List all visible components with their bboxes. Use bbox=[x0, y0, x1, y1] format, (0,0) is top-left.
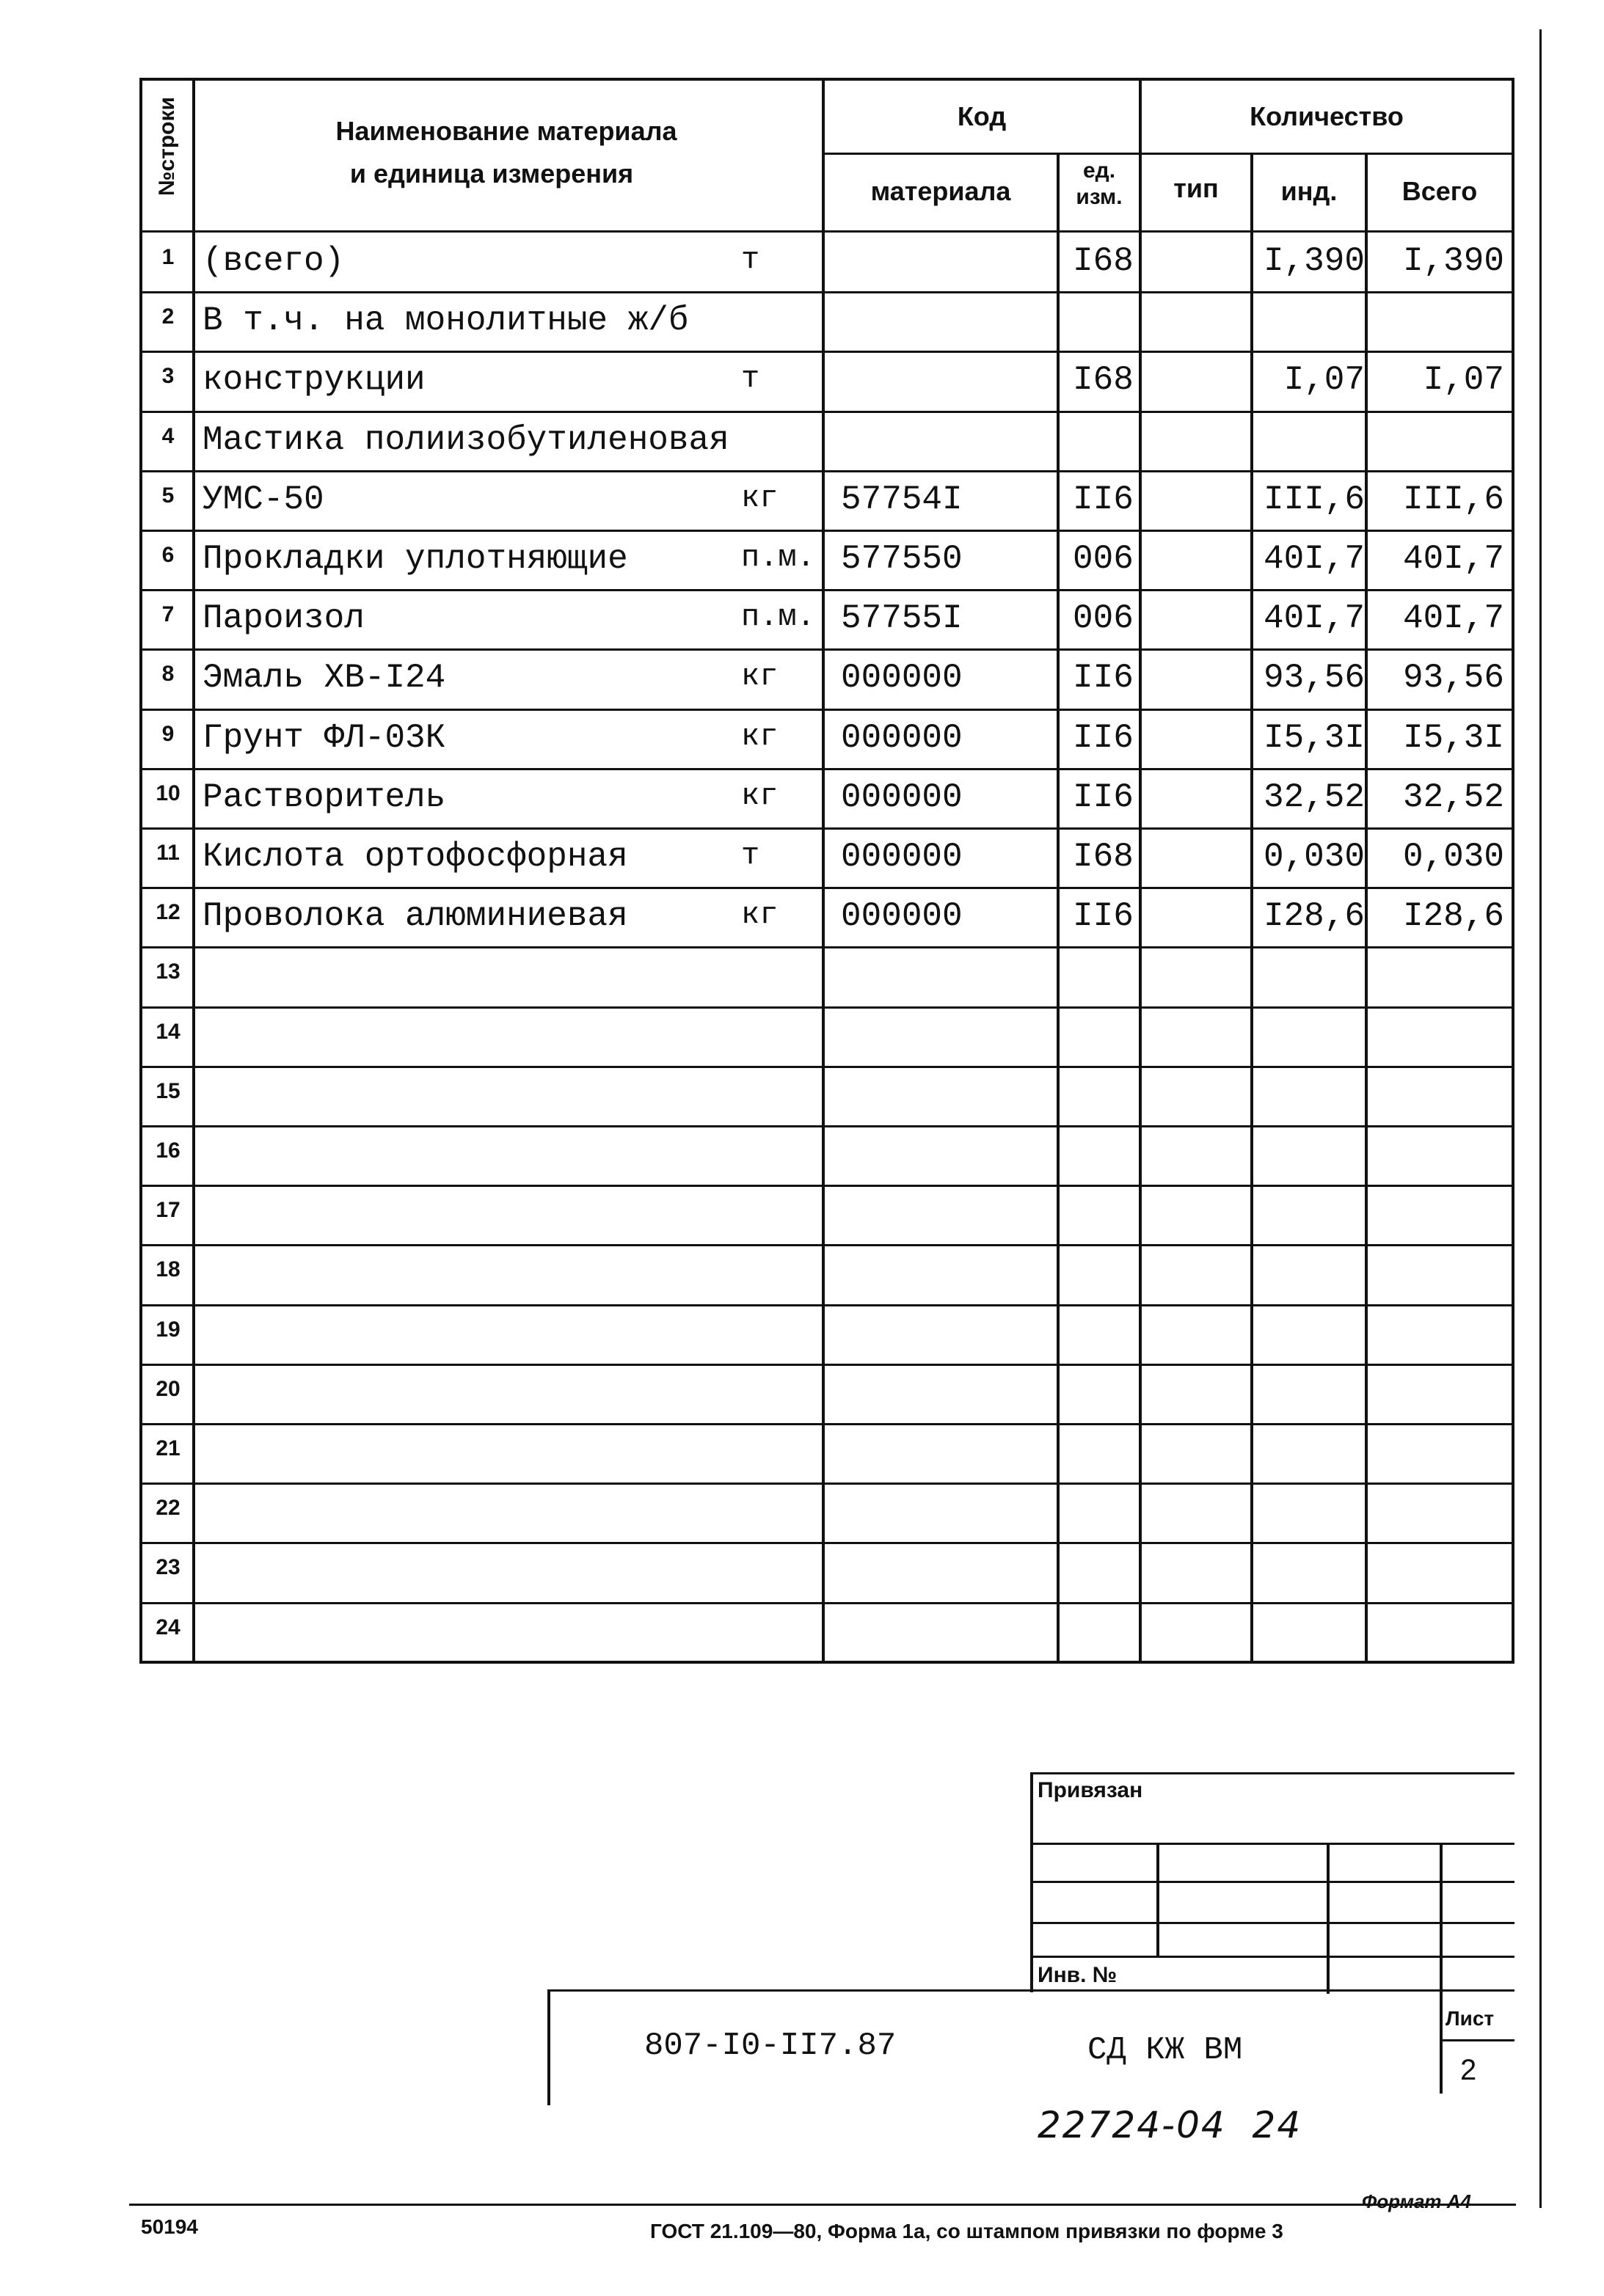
row-number: 18 bbox=[156, 1257, 181, 1282]
row-divider bbox=[139, 291, 1514, 293]
row-qty-total: I,390 bbox=[1402, 242, 1504, 280]
row-qty-total: 93,56 bbox=[1402, 659, 1504, 697]
row-number: 19 bbox=[156, 1317, 181, 1342]
row-qty-total: I5,3I bbox=[1402, 719, 1504, 757]
row-divider bbox=[139, 1423, 1514, 1425]
row-unit: кг bbox=[741, 897, 779, 932]
row-unit: кг bbox=[741, 778, 779, 814]
row-number: 22 bbox=[156, 1496, 181, 1520]
row-divider bbox=[139, 1661, 1514, 1664]
row-material-code: 000000 bbox=[841, 778, 963, 816]
row-name: (всего) bbox=[203, 242, 345, 280]
row-divider bbox=[139, 887, 1514, 889]
row-qty-ind: 40I,7 bbox=[1263, 599, 1365, 637]
row-divider bbox=[139, 709, 1514, 711]
row-name: Проволока алюминиевая bbox=[203, 897, 628, 935]
stamp-col-2 bbox=[1327, 1843, 1330, 1994]
row-unit-code: II6 bbox=[1073, 897, 1134, 935]
col-divider-type bbox=[1250, 153, 1253, 1662]
header-type: тип bbox=[1173, 173, 1219, 203]
stamp-sheet-label: Лист bbox=[1446, 2007, 1495, 2030]
row-material-code: 57754I bbox=[841, 480, 963, 519]
row-qty-total: I28,6 bbox=[1402, 897, 1504, 935]
row-number: 11 bbox=[156, 841, 180, 865]
row-qty-total: I,07 bbox=[1423, 361, 1504, 399]
stamp-doc-code: СД КЖ ВМ bbox=[1087, 2032, 1243, 2069]
footer-gost: ГОСТ 21.109—80, Форма 1а, со штампом привязки по форме 3 bbox=[650, 2220, 1283, 2242]
row-name: В т.ч. на монолитные ж/б bbox=[203, 301, 689, 340]
row-number: 24 bbox=[156, 1615, 181, 1639]
right-edge-line bbox=[1539, 29, 1542, 2208]
row-name: Мастика полиизобутиленовая bbox=[203, 421, 729, 459]
stamp-main-left bbox=[547, 1989, 550, 2105]
row-qty-ind: I5,3I bbox=[1263, 719, 1365, 757]
header-mid-line-code bbox=[822, 153, 1512, 155]
stamp-linked-label: Привязан bbox=[1038, 1778, 1143, 1802]
row-divider bbox=[139, 1542, 1514, 1544]
row-number: 1 bbox=[161, 245, 175, 269]
row-qty-ind: III,6 bbox=[1263, 480, 1365, 519]
row-divider bbox=[139, 589, 1514, 591]
row-number: 6 bbox=[161, 543, 175, 567]
row-unit-code: II6 bbox=[1073, 719, 1134, 757]
row-number: 5 bbox=[161, 483, 175, 508]
stamp-col-3 bbox=[1440, 1843, 1443, 2094]
row-divider bbox=[139, 530, 1514, 532]
row-qty-total: 32,52 bbox=[1402, 778, 1504, 816]
row-divider bbox=[139, 827, 1514, 830]
row-divider bbox=[139, 1006, 1514, 1009]
row-unit-code: I68 bbox=[1073, 361, 1134, 399]
row-name: Растворитель bbox=[203, 778, 446, 816]
row-qty-total: 40I,7 bbox=[1402, 599, 1504, 637]
row-number: 21 bbox=[156, 1436, 181, 1460]
row-name: Пароизол bbox=[203, 599, 365, 637]
row-unit-code: 006 bbox=[1073, 599, 1134, 637]
header-qty-group: Количество bbox=[1250, 101, 1404, 131]
row-divider bbox=[139, 1364, 1514, 1366]
row-material-code: 000000 bbox=[841, 897, 963, 935]
row-qty-total: 40I,7 bbox=[1402, 540, 1504, 578]
row-number: 23 bbox=[156, 1555, 181, 1579]
row-unit-code: II6 bbox=[1073, 480, 1134, 519]
col-divider-code bbox=[1057, 153, 1060, 1662]
row-unit: т bbox=[741, 361, 760, 396]
row-material-code: 000000 bbox=[841, 838, 963, 876]
row-number: 9 bbox=[161, 722, 175, 746]
row-number: 17 bbox=[156, 1198, 181, 1222]
row-number: 15 bbox=[156, 1079, 181, 1103]
header-total: Всего bbox=[1401, 176, 1478, 206]
row-unit: кг bbox=[741, 719, 779, 754]
stamp-sheet-line bbox=[1440, 2039, 1514, 2041]
row-divider bbox=[139, 1244, 1514, 1246]
header-code-unit-2: изм. bbox=[1076, 185, 1123, 209]
row-name: конструкции bbox=[203, 361, 426, 399]
footer-line bbox=[129, 2204, 1516, 2206]
row-qty-ind: I28,6 bbox=[1263, 897, 1365, 935]
row-unit: п.м. bbox=[741, 599, 815, 635]
row-unit: т bbox=[741, 242, 760, 277]
row-divider bbox=[139, 1125, 1514, 1127]
row-qty-total: 0,030 bbox=[1402, 838, 1504, 876]
row-material-code: 000000 bbox=[841, 719, 963, 757]
row-divider bbox=[139, 411, 1514, 413]
row-number: 3 bbox=[161, 364, 175, 388]
header-code-group: Код bbox=[957, 101, 1007, 131]
row-material-code: 57755I bbox=[841, 599, 963, 637]
row-qty-total: III,6 bbox=[1402, 480, 1504, 519]
row-unit-code: 006 bbox=[1073, 540, 1134, 578]
header-code-unit-1: ед. bbox=[1082, 158, 1116, 183]
stamp-main-top bbox=[547, 1989, 1514, 1992]
row-number: 20 bbox=[156, 1377, 181, 1401]
row-number: 2 bbox=[161, 304, 175, 329]
stamp-inv-label: Инв. № bbox=[1038, 1963, 1118, 1987]
row-divider bbox=[139, 946, 1514, 948]
row-qty-ind: 40I,7 bbox=[1263, 540, 1365, 578]
row-divider bbox=[139, 1304, 1514, 1306]
row-divider bbox=[139, 1185, 1514, 1187]
row-name: УМС-50 bbox=[203, 480, 324, 519]
row-unit: п.м. bbox=[741, 540, 815, 575]
row-material-code: 577550 bbox=[841, 540, 963, 578]
row-number: 10 bbox=[156, 781, 181, 805]
row-name: Эмаль ХВ-I24 bbox=[203, 659, 446, 697]
row-unit-code: II6 bbox=[1073, 778, 1134, 816]
row-unit-code: I68 bbox=[1073, 838, 1134, 876]
stamp-sheet-number: 2 bbox=[1460, 2054, 1477, 2086]
row-unit: кг bbox=[741, 659, 779, 694]
row-number: 4 bbox=[161, 424, 175, 448]
stamp-col-1 bbox=[1156, 1843, 1159, 1956]
handwritten-number: 22724-04 24 bbox=[1038, 2104, 1302, 2146]
row-name: Грунт ФЛ-03К bbox=[203, 719, 446, 757]
stamp-top-line bbox=[1030, 1772, 1514, 1774]
row-qty-ind: 32,52 bbox=[1263, 778, 1365, 816]
stamp-doc-number: 807-I0-II7.87 bbox=[644, 2028, 897, 2064]
header-ind: инд. bbox=[1280, 176, 1338, 206]
header-rownum: №строки bbox=[155, 97, 179, 196]
row-number: 12 bbox=[156, 900, 181, 924]
row-qty-ind: 0,030 bbox=[1263, 838, 1365, 876]
header-bottom-line bbox=[139, 230, 1514, 233]
row-divider bbox=[139, 1602, 1514, 1604]
row-unit-code: I68 bbox=[1073, 242, 1134, 280]
row-unit: кг bbox=[741, 480, 779, 516]
row-number: 13 bbox=[156, 959, 181, 984]
header-code-material: материала bbox=[870, 176, 1011, 206]
row-number: 8 bbox=[161, 662, 175, 686]
row-divider bbox=[139, 1482, 1514, 1485]
header-name-line2: и единица измерения bbox=[349, 158, 634, 189]
row-qty-ind: I,07 bbox=[1283, 361, 1365, 399]
row-divider bbox=[139, 351, 1514, 353]
row-name: Прокладки уплотняющие bbox=[203, 540, 628, 578]
row-divider bbox=[139, 1066, 1514, 1068]
row-qty-ind: 93,56 bbox=[1263, 659, 1365, 697]
footer-format: Формат А4 bbox=[1362, 2190, 1471, 2212]
footer-left-number: 50194 bbox=[141, 2215, 198, 2238]
row-name: Кислота ортофосфорная bbox=[203, 838, 628, 876]
header-name-line1: Наименование материала bbox=[335, 116, 677, 146]
row-divider bbox=[139, 470, 1514, 472]
col-divider-ind bbox=[1365, 153, 1368, 1662]
row-number: 7 bbox=[161, 602, 175, 626]
row-divider bbox=[139, 648, 1514, 651]
row-unit-code: II6 bbox=[1073, 659, 1134, 697]
row-divider bbox=[139, 768, 1514, 770]
row-qty-ind: I,390 bbox=[1263, 242, 1365, 280]
row-number: 16 bbox=[156, 1138, 181, 1163]
row-material-code: 000000 bbox=[841, 659, 963, 697]
row-number: 14 bbox=[156, 1020, 181, 1044]
row-unit: т bbox=[741, 838, 760, 873]
